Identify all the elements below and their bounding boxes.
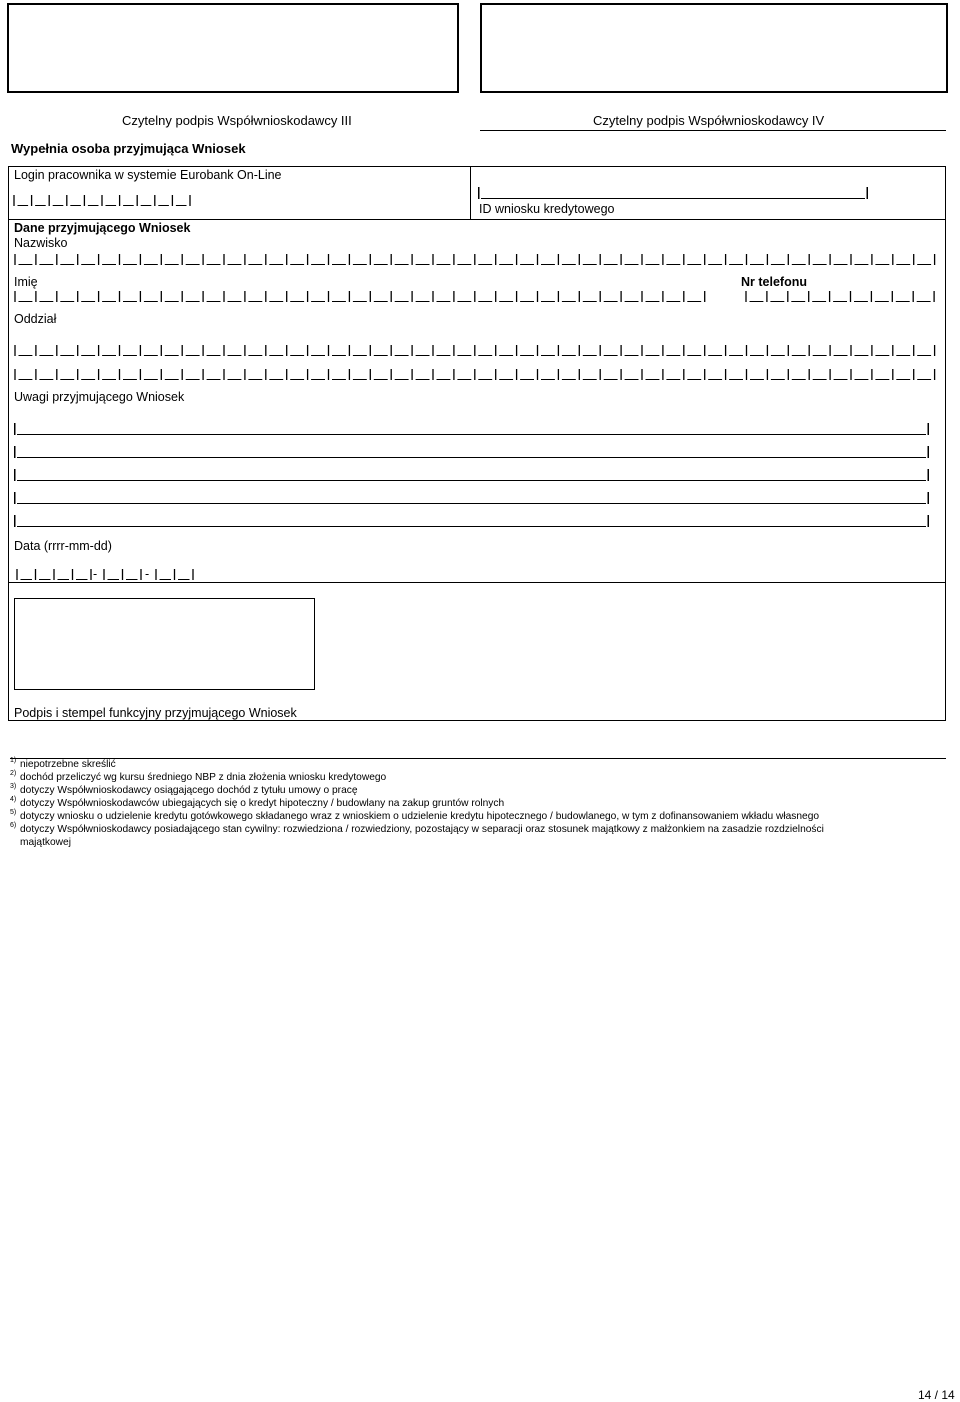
remarks-line-1[interactable] (14, 422, 929, 436)
phone-field[interactable] (745, 289, 936, 303)
signature-box-iv (480, 3, 948, 93)
footnote: 2) dochód przeliczyć wg kursu średniego NBP z dnia złożenia wniosku kredytowego (10, 770, 387, 783)
signature-label-iii: Czytelny podpis Współwnioskodawcy III (122, 113, 352, 128)
page-number: 14 / 14 (918, 1388, 955, 1402)
signature-label-iv: Czytelny podpis Współwnioskodawcy IV (593, 113, 825, 128)
branch-field-row-2[interactable] (14, 367, 936, 381)
branch-field-row-1[interactable] (14, 343, 936, 357)
signature-box-iii (7, 3, 459, 93)
application-id-field[interactable] (478, 186, 868, 200)
login-id-divider (470, 166, 471, 220)
surname-label: Nazwisko (14, 236, 68, 250)
date-month-field[interactable] (103, 567, 142, 581)
row-divider-1 (8, 219, 946, 220)
footnote: 1) niepotrzebne skreślić (10, 757, 116, 770)
login-field[interactable] (13, 193, 191, 207)
section-title: Wypełnia osoba przyjmująca Wniosek (11, 141, 246, 156)
first-name-field[interactable] (14, 289, 706, 303)
date-label: Data (rrrr-mm-dd) (14, 539, 112, 553)
remarks-line-2[interactable] (14, 445, 929, 459)
date-year-field[interactable] (16, 567, 92, 581)
stamp-box (14, 598, 315, 690)
branch-label: Oddział (14, 312, 57, 326)
remarks-label: Uwagi przyjmującego Wniosek (14, 390, 185, 404)
stamp-label: Podpis i stempel funkcyjny przyjmującego Wniosek (14, 706, 297, 720)
footnote: 3) dotyczy Współwnioskodawcy osiągającego dochód z tytułu umowy o pracę (10, 783, 358, 796)
date-day-field[interactable] (155, 567, 194, 581)
footnote: majątkowej (20, 837, 71, 848)
date-separator-2: - (145, 567, 150, 581)
footnote: 5) dotyczy wniosku o udzielenie kredytu gotówkowego składanego wraz z wnioskiem o udzielenie kredytu hipotecznego / budowlanego, w tym z dofinansowaniem wkładu własnego (10, 809, 820, 822)
remarks-line-5[interactable] (14, 514, 929, 528)
signature-divider (480, 130, 946, 131)
footnote: 4) dotyczy Współwnioskodawców ubiegających się o kredyt hipoteczny / budowlany na zakup gruntów rolnych (10, 796, 505, 809)
footnote: 6) dotyczy Współwnioskodawcy posiadającego stan cywilny: rozwiedziona / rozwiedziony, pozostający w separacji oraz stosunek majątkowy z małżonkiem na zasadzie rozdzielności (10, 822, 824, 835)
remarks-line-4[interactable] (14, 491, 929, 505)
date-separator-1: - (93, 567, 98, 581)
application-id-label: ID wniosku kredytowego (479, 202, 615, 216)
remarks-line-3[interactable] (14, 468, 929, 482)
employee-data-title: Dane przyjmującego Wniosek (14, 221, 191, 235)
first-name-label: Imię (14, 275, 38, 289)
login-label: Login pracownika w systemie Eurobank On-Line (14, 168, 282, 182)
row-divider-2 (8, 582, 946, 583)
phone-label: Nr telefonu (741, 275, 807, 289)
footnotes-divider (10, 758, 946, 759)
surname-field[interactable] (14, 252, 936, 266)
